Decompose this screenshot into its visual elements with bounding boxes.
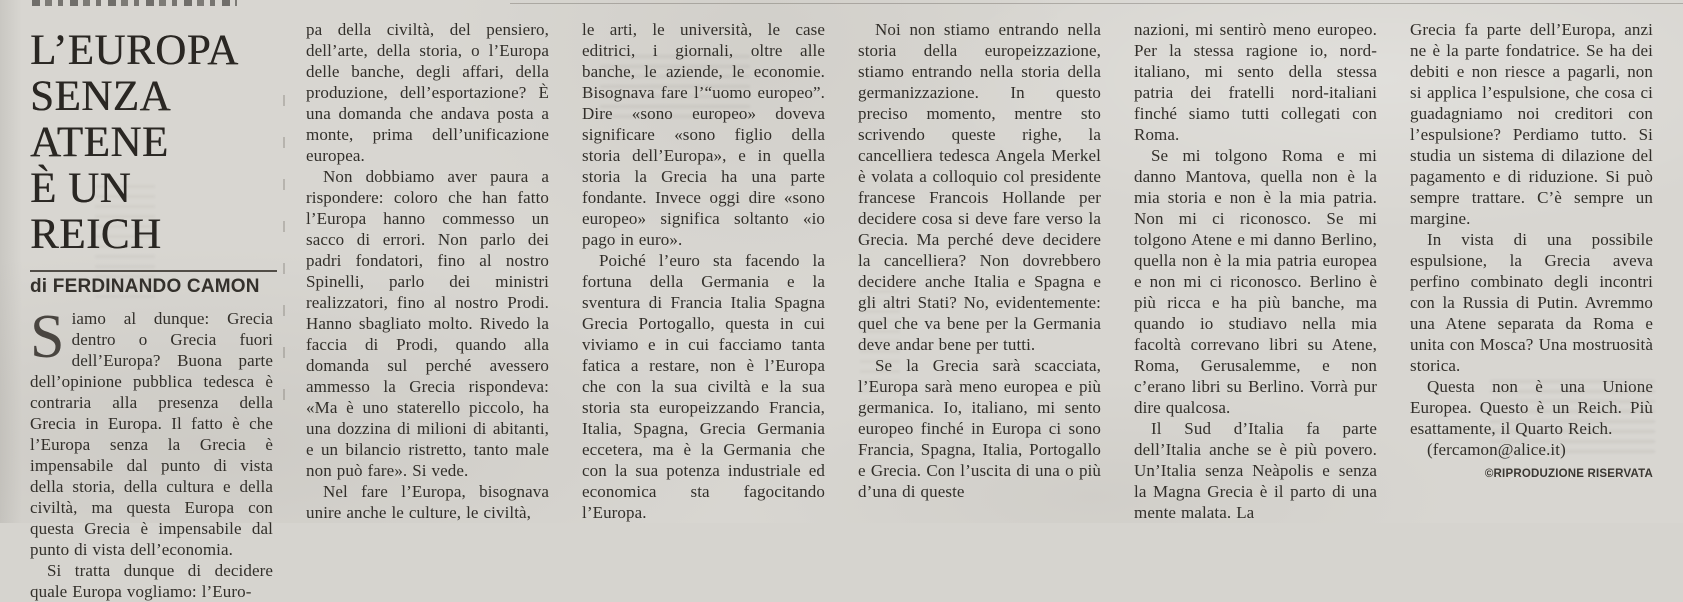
paragraph: Nel fare l’Europa, bisognava unire anche le culture, le civiltà, <box>306 482 549 522</box>
article-byline: di FERDINANDO CAMON <box>30 276 260 297</box>
column-4 <box>858 0 1101 602</box>
paragraph: Non dobbiamo aver paura a rispondere: coloro che han fatto l’Europa hanno commesso un sacco di errori. Non parlo dei padri fondatori, fino al nostro Spinelli, parlo dei ministri realizzatori, fino al nostro Prodi. Hanno sbagliato molto. Rivedo la faccia di Prodi, quando alla domanda sul perché avessero ammesso la Grecia rispondeva: «Ma è uno staterello piccolo, ha una dozzina di milioni di abitanti, e un bilancio ristretto, tanto male non può fare». Si vede. <box>306 167 549 480</box>
headline-line-2: SENZA ATENE <box>30 73 169 166</box>
column-2 <box>306 0 549 602</box>
paragraph-text: iamo al dunque: Grecia dentro o Grecia fuori dell’Europa? Buona parte dell’opinione pubblica tedesca è contraria alla presenza della Grecia in Europa. Il fatto è che l’Europa senza la Grecia è impensabile dal punto di vista della storia, della cultura e della civiltà, ma questa Europa con questa Grecia è impensabile dal punto di vista dell’economia. <box>30 309 273 559</box>
column-6 <box>1410 0 1653 602</box>
article-columns <box>30 0 1653 602</box>
paragraph: nazioni, mi sentirò meno europeo. Per la stessa ragione io, nord-italiano, mi sento della stessa patria dei fratelli nord-italiani finché siamo tutti collegati con Roma. <box>1134 20 1377 144</box>
column-3 <box>582 0 825 602</box>
headline-line-3: È UN REICH <box>30 165 162 258</box>
paragraph: Grecia fa parte dell’Europa, anzi ne è la parte fondatrice. Se ha dei debiti e non riesce a pagarli, non si applica l’espulsione, che cosa ci guadagniamo noi creditori con l’espulsione? Perdiamo tutto. Si studia un sistema di dilazione del pagamento e di riduzione. Si può sempre trattare. C’è sempre un margine. <box>1410 20 1653 228</box>
paragraph: Se la Grecia sarà scacciata, l’Europa sarà meno europea e più germanica. Io, italiano, mi sento europeo finché in Europa ci sono Francia, Spagna, Italia, Portogallo e Grecia. Con l’uscita di una o più d’una di queste <box>858 356 1101 501</box>
paragraph: Si tratta dunque di decidere quale Europa vogliamo: l’Euro- <box>30 561 273 601</box>
author-email: (fercamon@alice.it) <box>1427 440 1566 459</box>
paragraph: Il Sud d’Italia fa parte dell’Italia anche se è più povero. Un’Italia senza Neàpolis e senza la Magna Grecia è il parto di una mente malata. La <box>1134 419 1377 522</box>
paragraph: le arti, le università, le case editrici, i giornali, oltre alle banche, le aziende, le economie. Bisognava fare l’“uomo europeo”. Dire «sono europeo» doveva significare «sono figlio della storia dell’Europa», e in quella storia la Grecia ha una parte fondante. Invece oggi dire «sono europeo» significa soltanto «io pago in euro». <box>582 20 825 249</box>
drop-cap: S <box>30 303 65 371</box>
headline-line-1: L’EUROPA <box>30 27 239 74</box>
column-5 <box>1134 0 1377 602</box>
column-1 <box>30 0 273 602</box>
paragraph: Se mi tolgono Roma e mi danno Mantova, quella non è la mia storia e non è la mia patria. Non mi ci riconosco. Se mi tolgono Atene e mi danno Berlino, quella non è la mia patria europea e non mi ci riconosco. Berlino è più ricca e ha più banche, ma quando io studiavo nella mia facoltà correvano libri su Atene, Roma, Gerusalemme, e non c’erano libri su Berlino. Vorrà pur dire qualcosa. <box>1134 146 1377 417</box>
paragraph: Noi non stiamo entrando nella storia della europeizzazione, stiamo entrando nella storia della germanizzazione. In questo preciso momento, mentre sto scrivendo queste righe, la cancelliera tedesca Angela Merkel è volata a colloquio col presidente francese Francois Hollande per decidere cosa si deve fare verso la Grecia. Ma perché deve decidere la cancelliera? Non dovrebbero decidere anche Italia e Spagna e gli altri Stati? No, evidentemente: quel che va bene per la Germania deve andar bene per tutti. <box>858 20 1101 354</box>
paragraph: Questa non è una Unione Europea. Questo è un Reich. Più esattamente, il Quarto Reich. <box>1410 377 1653 438</box>
paragraph: Poiché l’euro sta facendo la fortuna della Germania e la sventura di Francia Italia Spagna Grecia Portogallo, questa in cui viviamo e in cui facciamo tanta fatica a restare, non è l’Europa che con la sua civiltà e la sua storia sta europeizzando Francia, Italia, Spagna, Grecia Germania eccetera, ma è la Germania che con la sua potenza industriale ed economica sta fagocitando l’Europa. <box>582 251 825 522</box>
copyright-notice: ©RIPRODUZIONE RISERVATA <box>1484 468 1653 480</box>
paragraph: In vista di una possibile espulsione, la Grecia aveva perfino combinato degli incontri con la Russia di Putin. Avremmo una Atene separata da Roma e unita con Mosca? Una mostruosità storica. <box>1410 230 1653 375</box>
paragraph <box>30 303 273 560</box>
paragraph: pa della civiltà, del pensiero, dell’arte, della storia, o l’Europa delle banche, degli affari, della produzione, dell’esportazione? È una domanda che andava posta a monte, prima dell’unificazione europea. <box>306 20 549 165</box>
article-headline <box>30 28 273 258</box>
